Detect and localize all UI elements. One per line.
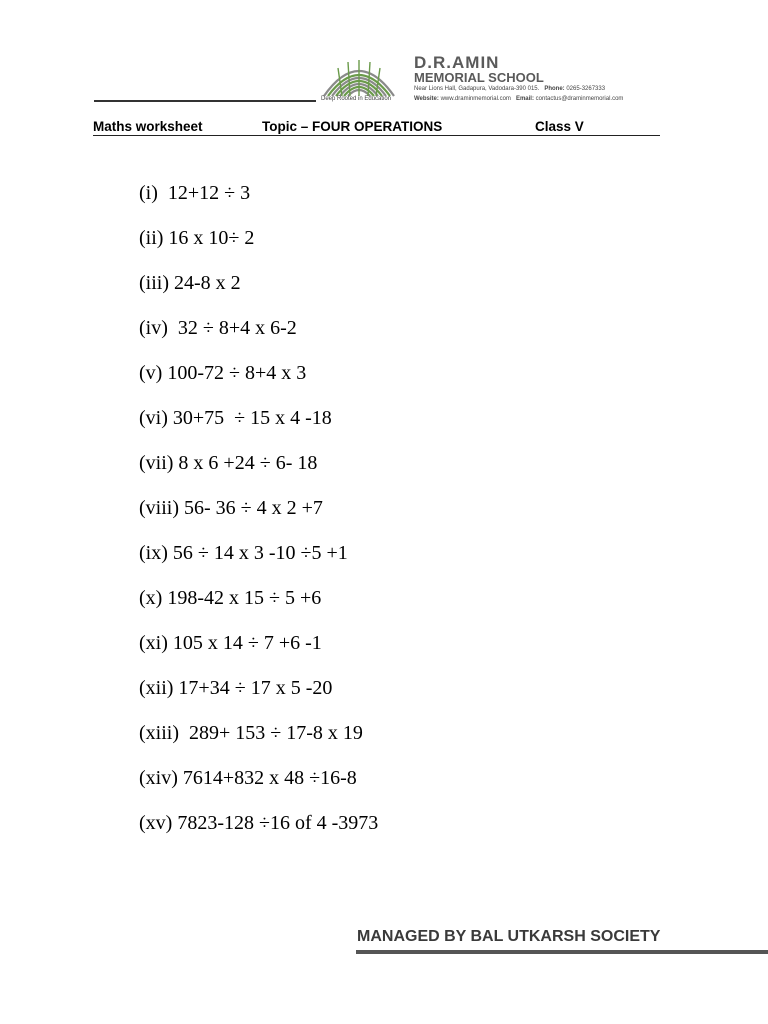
question-item: (iv) 32 ÷ 8+4 x 6-2 [139,317,297,339]
school-subname: MEMORIAL SCHOOL [414,70,544,85]
question-item: (xiv) 7614+832 x 48 ÷16-8 [139,767,357,789]
phone-label: Phone: [544,86,565,92]
class-label: Class V [535,119,584,134]
footer-divider [356,950,768,954]
question-item: (xiii) 289+ 153 ÷ 17-8 x 19 [139,722,363,744]
phone-number: 0265-3267333 [566,86,606,92]
footer-society-text: MANAGED BY BAL UTKARSH SOCIETY [357,928,661,945]
question-item: (xi) 105 x 14 ÷ 7 +6 -1 [139,632,322,654]
question-item: (x) 198-42 x 15 ÷ 5 +6 [139,587,322,609]
email-label: Email: [515,96,534,102]
question-item: (ix) 56 ÷ 14 x 3 -10 ÷5 +1 [139,542,348,564]
question-item: (ii) 16 x 10÷ 2 [139,227,255,249]
question-item: (v) 100-72 ÷ 8+4 x 3 [139,362,307,384]
school-tagline: Deep Rooted in Education [321,96,392,102]
question-item: (xii) 17+34 ÷ 17 x 5 -20 [139,677,333,699]
website: www.draminmemorial.com [440,96,511,102]
question-item: (i) 12+12 ÷ 3 [139,182,251,204]
worksheet-meta-row [93,119,660,136]
question-item: (viii) 56- 36 ÷ 4 x 2 +7 [139,497,323,519]
question-item: (iii) 24-8 x 2 [139,272,241,294]
topic-label: Topic – FOUR OPERATIONS [262,119,443,134]
question-list [139,180,378,855]
question-item: (vi) 30+75 ÷ 15 x 4 -18 [139,407,332,429]
question-item: (xv) 7823-128 ÷16 of 4 -3973 [139,812,379,834]
school-address: Near Lions Hall, Gadapura, Vadodara-390 015. [414,86,540,92]
school-name: D.R.AMIN [414,53,500,72]
school-contact-line [414,96,623,102]
header-divider [94,100,316,102]
school-address-line [414,86,605,92]
question-item: (vii) 8 x 6 +24 ÷ 6- 18 [139,452,318,474]
subject-label: Maths worksheet [93,119,203,134]
email: contactus@draminmemorial.com [535,96,624,102]
website-label: Website: [414,96,439,102]
